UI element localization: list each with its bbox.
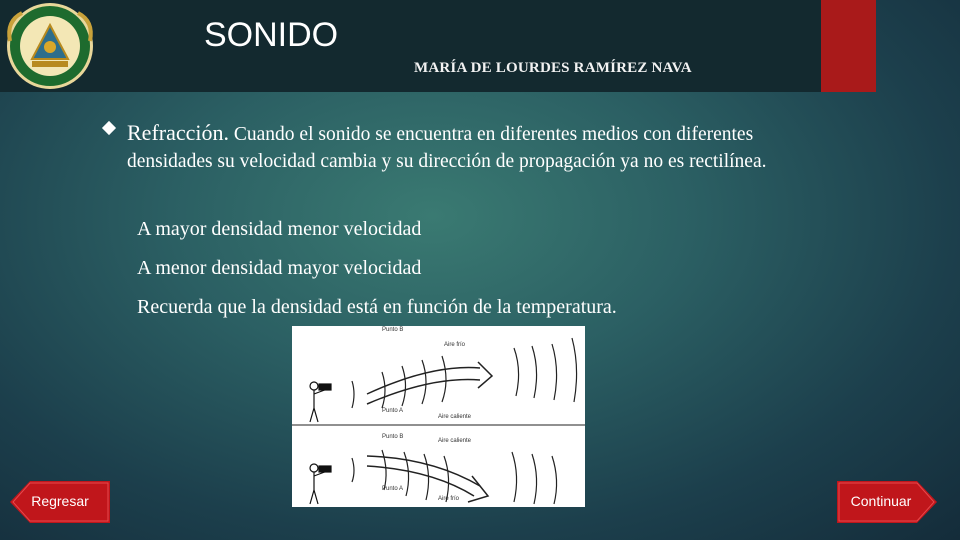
regresar-label: Regresar [31,493,89,509]
header-accent [821,0,876,92]
bottom-air-bottom: Aire frío [438,496,460,502]
refraction-term: Refracción. [127,120,229,145]
top-air-top: Aire frío [444,342,466,348]
header-bar [0,0,876,92]
bottom-air-top: Aire caliente [438,438,472,444]
regresar-button[interactable] [10,481,110,523]
density-line-2: A menor densidad mayor velocidad [137,257,422,279]
density-line-3: Recuerda que la densidad está en función de la temperatura. [137,296,617,318]
top-point-b: Punto B [382,327,404,333]
density-line-1: A mayor densidad menor velocidad [137,218,422,240]
continuar-button[interactable] [837,481,937,523]
refraction-diagram [292,326,585,507]
institution-logo [2,1,98,91]
bottom-point-a: Punto A [382,486,404,492]
page-title: SONIDO [204,16,339,54]
top-air-bottom: Aire caliente [438,414,472,420]
bottom-point-b: Punto B [382,434,404,440]
bullet-diamond-icon [102,121,116,135]
refraction-description: Cuando el sonido se encuentra en diferentes medios con diferentes densidades su velocidad cambia y su dirección de propagación ya no es rectilínea. [127,124,767,172]
top-point-a: Punto A [382,408,404,414]
refraction-paragraph [127,119,787,175]
author-name: MARÍA DE LOURDES RAMÍREZ NAVA [414,60,692,76]
continuar-label: Continuar [850,493,912,509]
